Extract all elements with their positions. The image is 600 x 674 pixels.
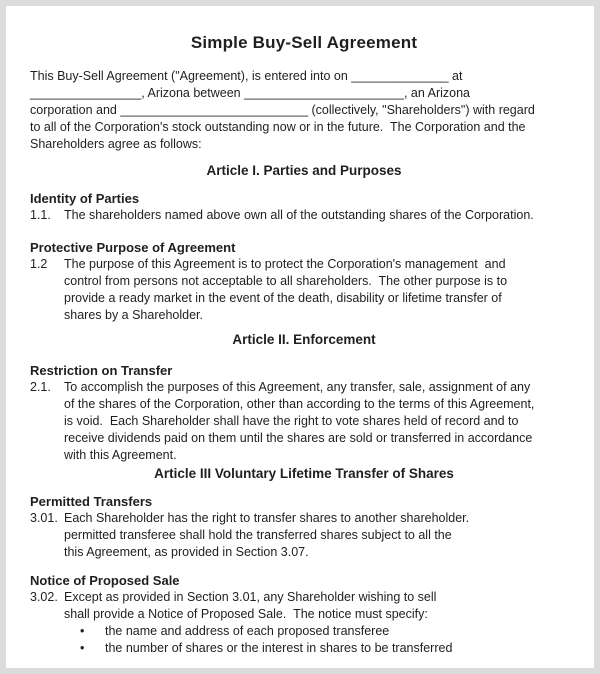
bullet-icon: • — [80, 624, 85, 638]
section-identity-of-parties-heading: Identity of Parties — [30, 191, 140, 206]
section-notice-of-proposed-sale-heading: Notice of Proposed Sale — [30, 573, 180, 588]
intro-line: ________________, Arizona between _______________________, an Arizona — [30, 86, 470, 100]
body-line: is void. Each Shareholder shall have the right to vote shares held of record and to — [64, 414, 519, 428]
section-body — [64, 379, 578, 464]
body-line: of the shares of the Corporation, other than according to the terms of this Agreement, — [64, 397, 535, 411]
body-line: control from persons not acceptable to all shareholders. The other purpose is to — [64, 274, 508, 288]
bullet-text: the number of shares or the interest in shares to be transferred — [105, 641, 453, 655]
body-line: The shareholders named above own all of the outstanding shares of the Corporation. — [64, 208, 534, 222]
section-restriction-on-transfer-heading: Restriction on Transfer — [30, 363, 173, 378]
section-3-02-paragraph — [30, 589, 578, 623]
document-title: Simple Buy-Sell Agreement — [190, 33, 418, 52]
section-body — [64, 207, 578, 224]
body-line: Each Shareholder has the right to transfer shares to another shareholder. — [64, 511, 470, 525]
bullet-item — [30, 623, 578, 640]
body-line: To accomplish the purposes of this Agreement, any transfer, sale, assignment of any — [64, 380, 531, 394]
intro-line: corporation and ___________________________ (collectively, "Shareholders") with regard — [30, 103, 535, 117]
body-line: shares by a Shareholder. — [64, 308, 203, 322]
intro-line: to all of the Corporation's stock outstanding now or in the future. The Corporation and the — [30, 120, 526, 134]
section-body — [64, 256, 578, 324]
section-number: 1.2 — [30, 257, 48, 271]
section-body — [64, 589, 578, 623]
section-protective-purpose-heading: Protective Purpose of Agreement — [30, 240, 236, 255]
article-2-heading: Article II. Enforcement — [232, 332, 376, 347]
body-line: permitted transferee shall hold the transferred shares subject to all the — [64, 528, 452, 542]
body-line: Except as provided in Section 3.01, any Shareholder wishing to sell — [64, 590, 437, 604]
intro-line: Shareholders agree as follows: — [30, 137, 202, 151]
section-number: 3.02. — [30, 590, 58, 604]
article-1-heading: Article I. Parties and Purposes — [206, 163, 402, 178]
section-number: 2.1. — [30, 380, 51, 394]
body-line: this Agreement, as provided in Section 3.07. — [64, 545, 309, 559]
section-number: 1.1. — [30, 208, 51, 222]
body-line: receive dividends paid on them until the shares are sold or transferred in accordance — [64, 431, 533, 445]
body-line: with this Agreement. — [64, 448, 177, 462]
intro-line: This Buy-Sell Agreement ("Agreement), is entered into on ______________ at — [30, 69, 463, 83]
section-3-01-paragraph — [30, 510, 578, 561]
section-2-1-paragraph — [30, 379, 578, 464]
section-permitted-transfers-heading: Permitted Transfers — [30, 494, 153, 509]
body-line: The purpose of this Agreement is to protect the Corporation's management and — [64, 257, 506, 271]
section-1-1-paragraph — [30, 207, 578, 224]
intro-paragraph — [30, 68, 578, 153]
section-number: 3.01. — [30, 511, 58, 525]
body-line: provide a ready market in the event of the death, disability or lifetime transfer of — [64, 291, 502, 305]
section-body — [64, 510, 578, 561]
bullet-text: the name and address of each proposed transferee — [105, 624, 390, 638]
section-1-2-paragraph — [30, 256, 578, 324]
bullet-item — [30, 640, 578, 657]
article-3-heading: Article III Voluntary Lifetime Transfer of Shares — [154, 466, 454, 481]
bullet-icon: • — [80, 641, 85, 655]
body-line: shall provide a Notice of Proposed Sale. The notice must specify: — [64, 607, 428, 621]
